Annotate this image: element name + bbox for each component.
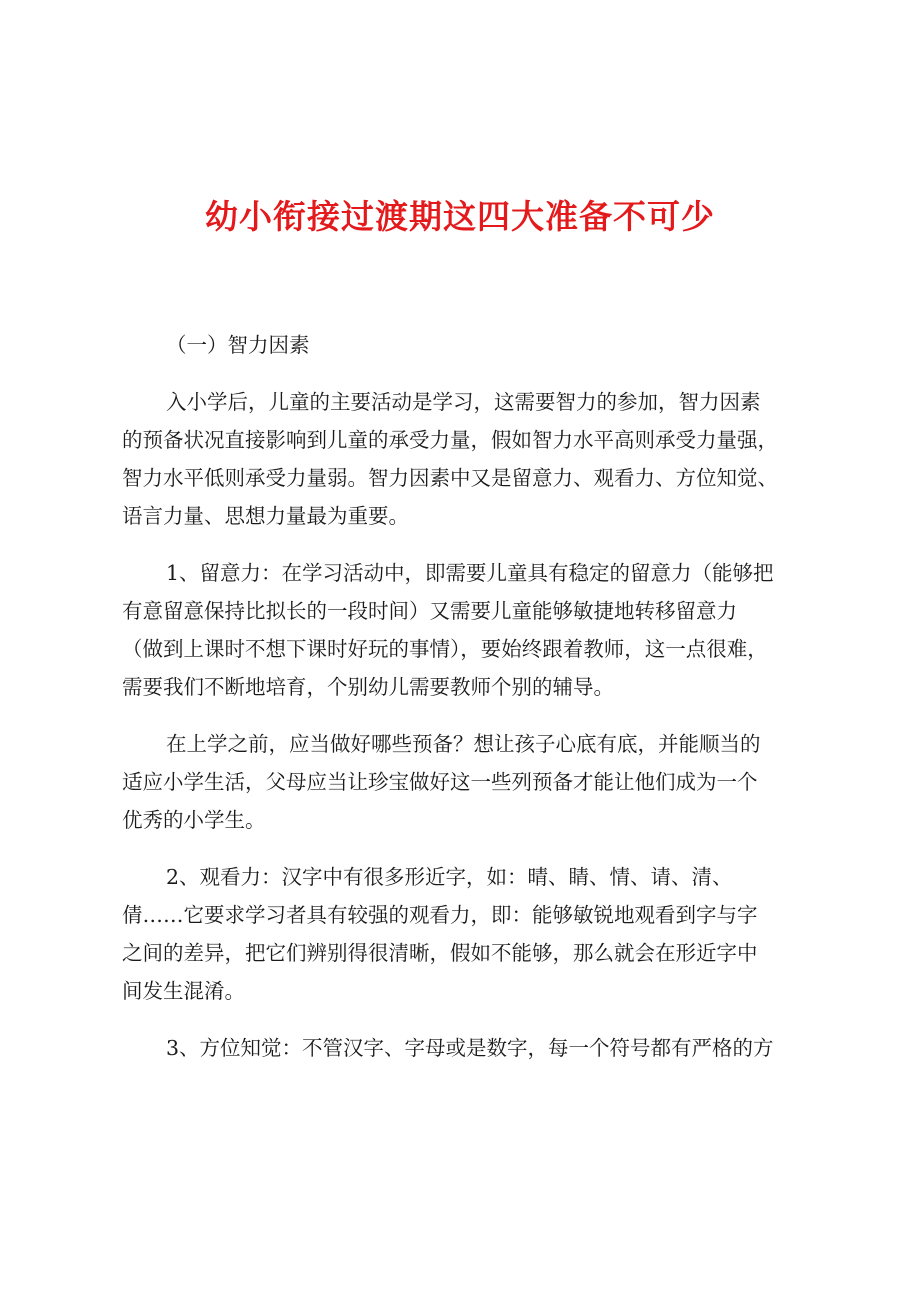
paragraph-5	[122, 1029, 808, 1067]
paragraph-line: 入小学后，儿童的主要活动是学习，这需要智力的参加，智力因素	[166, 390, 761, 414]
paragraph-line: （做到上课时不想下课时好玩的事情），要始终跟着教师，这一点很难，	[122, 637, 768, 661]
paragraph-4	[122, 858, 808, 1010]
document-title: 幼小衔接过渡期这四大准备不可少	[205, 197, 715, 236]
paragraph-line: 3、方位知觉：不管汉字、字母或是数字，每一个符号都有严格的方	[166, 1036, 774, 1060]
paragraph-3	[122, 725, 808, 839]
paragraph-1	[122, 383, 808, 535]
paragraph-line: 智力水平低则承受力量弱。智力因素中又是留意力、观看力、方位知觉、	[122, 466, 778, 490]
paragraph-line: 2、观看力：汉字中有很多形近字，如：晴、睛、情、请、清、	[166, 865, 733, 889]
document-body	[122, 326, 808, 1067]
paragraph-2	[122, 554, 808, 706]
paragraph-line: 优秀的小学生。	[122, 808, 266, 832]
paragraph-line: 之间的差异，把它们辨别得很清晰，假如不能够，那么就会在形近字中	[122, 941, 758, 965]
paragraph-line: 倩……它要求学习者具有较强的观看力，即：能够敏锐地观看到字与字	[122, 903, 758, 927]
paragraph-line: 有意留意保持比拟长的一段时间）又需要儿童能够敏捷地转移留意力	[122, 599, 737, 623]
section-heading: （一）智力因素	[166, 333, 310, 357]
paragraph-line: 需要我们不断地培育，个别幼儿需要教师个别的辅导。	[122, 675, 614, 699]
paragraph-line: 的预备状况直接影响到儿童的承受力量，假如智力水平高则承受力量强，	[122, 428, 778, 452]
paragraph-line: 适应小学生活，父母应当让珍宝做好这一些列预备才能让他们成为一个	[122, 770, 758, 794]
paragraph-line: 间发生混淆。	[122, 979, 245, 1003]
paragraph-line: 在上学之前，应当做好哪些预备？想让孩子心底有底，并能顺当的	[166, 732, 761, 756]
paragraph-line: 1、留意力：在学习活动中，即需要儿童具有稳定的留意力（能够把	[166, 561, 774, 585]
paragraph-line: 语言力量、思想力量最为重要。	[122, 504, 409, 528]
